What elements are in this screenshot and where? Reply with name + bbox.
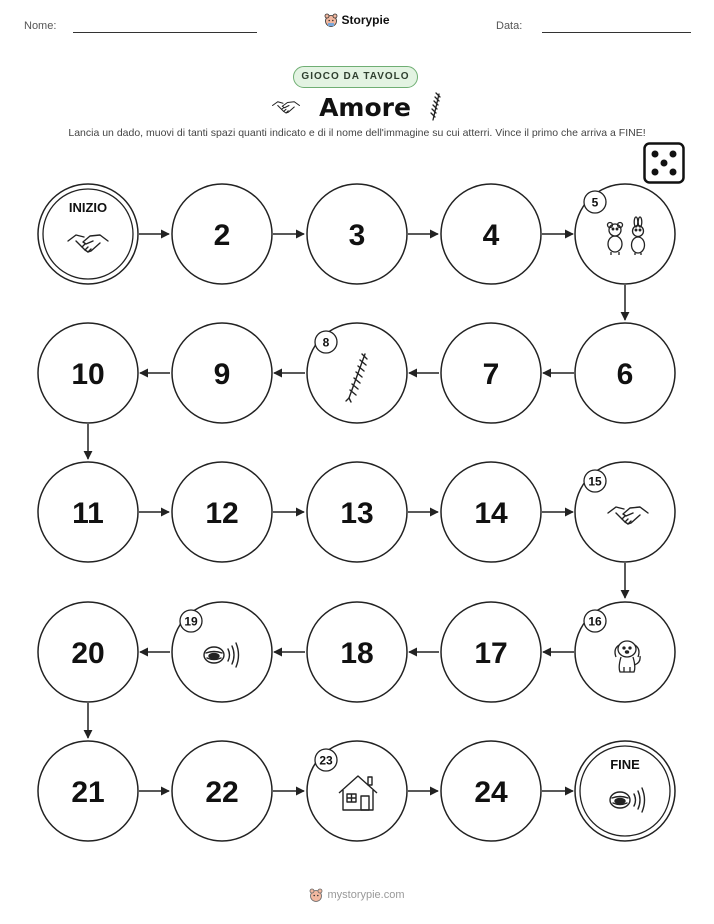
square-number: 20 xyxy=(71,637,105,670)
board-square-16 xyxy=(575,602,675,702)
board-square-14 xyxy=(441,462,541,562)
board-square-3 xyxy=(307,184,407,284)
square-number: 12 xyxy=(205,497,239,530)
board-square-12 xyxy=(172,462,272,562)
square-number: 22 xyxy=(205,776,239,809)
board-square-23 xyxy=(307,741,407,841)
board-square-2 xyxy=(172,184,272,284)
board-square-19 xyxy=(172,602,272,702)
footer-url[interactable]: mystorypie.com xyxy=(327,889,405,901)
board-square-22 xyxy=(172,741,272,841)
square-number: 7 xyxy=(482,358,500,391)
square-number-badge: 16 xyxy=(588,614,602,629)
board-square-4 xyxy=(441,184,541,284)
board-square-13 xyxy=(307,462,407,562)
square-number: 2 xyxy=(213,219,231,252)
square-number-badge: 8 xyxy=(322,335,330,350)
game-type-badge: GIOCO DA TAVOLO xyxy=(293,66,418,88)
square-number: 21 xyxy=(71,776,105,809)
board-square-10 xyxy=(38,323,138,423)
board-square-7 xyxy=(441,323,541,423)
square-number: 6 xyxy=(616,358,634,391)
board-square-24 xyxy=(441,741,541,841)
start-label: INIZIO xyxy=(68,200,108,215)
board-square-17 xyxy=(441,602,541,702)
square-number: 9 xyxy=(213,358,231,391)
board-square-6 xyxy=(575,323,675,423)
footer xyxy=(0,888,714,907)
finish-square xyxy=(575,741,675,841)
brand-name: Storypie xyxy=(341,13,390,27)
date-label: Data: xyxy=(496,20,523,32)
board-square-18 xyxy=(307,602,407,702)
board-square-9 xyxy=(172,323,272,423)
name-label: Nome: xyxy=(24,20,57,32)
square-number: 3 xyxy=(348,219,366,252)
square-number-badge: 23 xyxy=(319,753,333,768)
start-square xyxy=(38,184,138,284)
board-square-20 xyxy=(38,602,138,702)
page-title: Amore xyxy=(319,92,411,122)
instructions: Lancia un dado, muovi di tanti spazi quanti indicato e di il nome dell'immagine su cui atterri. Vince il primo che arriva a FINE! xyxy=(68,127,646,139)
square-number: 18 xyxy=(340,637,374,670)
square-number: 11 xyxy=(72,497,104,530)
board-square-11 xyxy=(38,462,138,562)
board-square-8 xyxy=(307,323,407,423)
square-number: 13 xyxy=(340,497,374,530)
board-square-15 xyxy=(575,462,675,562)
square-number: 24 xyxy=(474,776,508,809)
square-number: 4 xyxy=(482,219,500,252)
board-square-5 xyxy=(575,184,675,284)
square-number-badge: 15 xyxy=(588,474,602,489)
board-square-21 xyxy=(38,741,138,841)
square-number: 14 xyxy=(474,497,508,530)
storypie-mascot-icon xyxy=(309,888,323,902)
square-number-badge: 5 xyxy=(591,195,599,210)
square-number-badge: 19 xyxy=(184,614,198,629)
square-number: 17 xyxy=(474,637,508,670)
square-number: 10 xyxy=(71,358,105,391)
finish-label: FINE xyxy=(610,757,640,772)
